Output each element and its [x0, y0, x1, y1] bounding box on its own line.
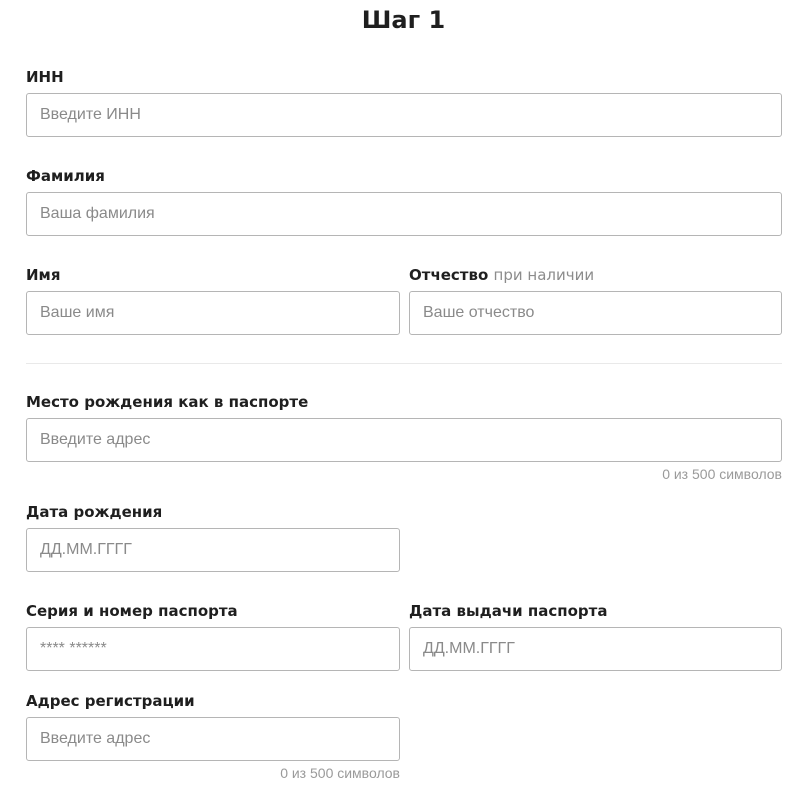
- birthdate-label: Дата рождения: [26, 503, 163, 521]
- surname-input[interactable]: [26, 192, 782, 236]
- page-title: Шаг 1: [361, 6, 446, 34]
- patronymic-input[interactable]: [409, 291, 782, 335]
- inn-input[interactable]: [26, 93, 782, 137]
- patronymic-hint: при наличии: [493, 266, 595, 284]
- passport-date-input[interactable]: [409, 627, 782, 671]
- patronymic-label-text: Отчество: [409, 266, 489, 284]
- name-label: Имя: [26, 266, 61, 284]
- section-divider: [26, 363, 782, 364]
- registration-address-input[interactable]: [26, 717, 400, 761]
- birthplace-input[interactable]: [26, 418, 782, 462]
- registration-address-char-counter: 0 из 500 символов: [280, 765, 400, 781]
- passport-date-label: Дата выдачи паспорта: [409, 602, 608, 620]
- birthdate-input[interactable]: [26, 528, 400, 572]
- registration-address-label: Адрес регистрации: [26, 692, 195, 710]
- inn-label: ИНН: [26, 68, 64, 86]
- passport-number-input[interactable]: [26, 627, 400, 671]
- patronymic-label: [409, 266, 594, 284]
- name-input[interactable]: [26, 291, 400, 335]
- birthplace-char-counter: 0 из 500 символов: [662, 466, 782, 482]
- passport-number-label: Серия и номер паспорта: [26, 602, 238, 620]
- birthplace-label: Место рождения как в паспорте: [26, 393, 309, 411]
- surname-label: Фамилия: [26, 167, 105, 185]
